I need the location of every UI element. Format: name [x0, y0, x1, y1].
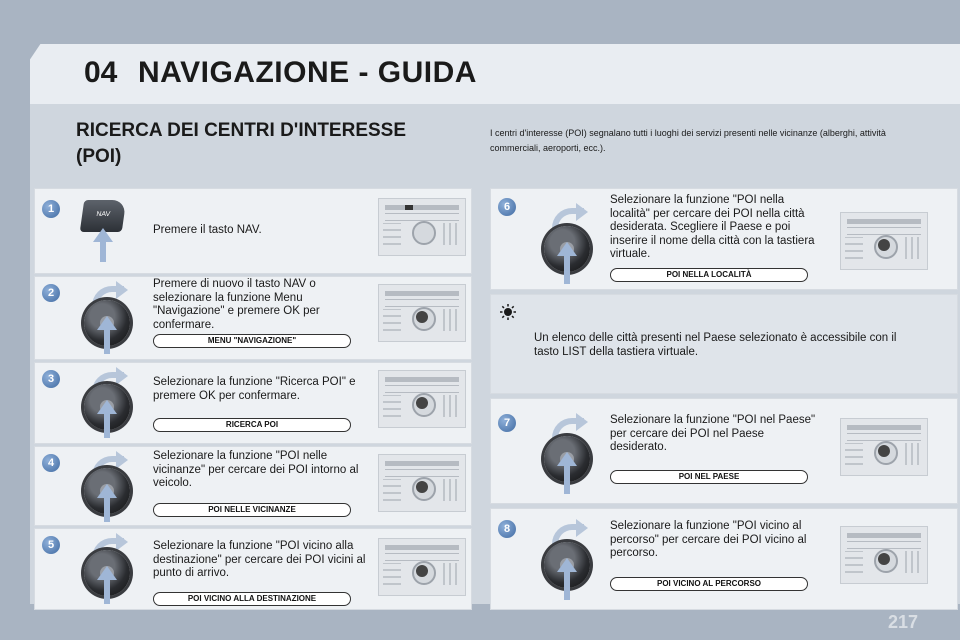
- radio-panel-icon: [840, 212, 928, 270]
- step-text-1: Premere il tasto NAV.: [153, 224, 262, 236]
- section-intro: I centri d'interesse (POI) segnalano tutti i luoghi dei servizi presenti nelle vicinanze (alberghi, attività commerciali, aeroporti, ecc.).: [490, 128, 886, 153]
- page-title: NAVIGAZIONE - GUIDA: [138, 56, 477, 89]
- radio-panel-icon: [378, 284, 466, 342]
- arrow-up-icon: [100, 240, 106, 262]
- step-text-7: Selezionare la funzione "POI nel Paese" per cercare dei POI nel Paese desiderato.: [610, 414, 816, 453]
- function-label-2: MENU "NAVIGAZIONE": [153, 334, 351, 348]
- step-text-5: Selezionare la funzione "POI vicino alla destinazione" per cercare dei POI vicini al punto di arrivo.: [153, 540, 366, 579]
- chapter-number: 04: [84, 56, 118, 89]
- radio-panel-icon: [840, 526, 928, 584]
- arrow-up-icon: [104, 496, 110, 522]
- step-number-5: 5: [42, 536, 60, 554]
- nav-button-icon: NAV: [80, 200, 126, 232]
- step-text-8: Selezionare la funzione "POI vicino al percorso" per cercare dei POI vicino al percorso.: [610, 520, 807, 559]
- step-number-1: 1: [42, 200, 60, 218]
- radio-panel-icon: [378, 454, 466, 512]
- arrow-up-icon: [104, 578, 110, 604]
- arrow-up-icon: [564, 254, 570, 284]
- section-title: RICERCA DEI CENTRI D'INTERESSE (POI): [76, 120, 407, 167]
- function-label-7: POI NEL PAESE: [610, 470, 808, 484]
- function-label-4: POI NELLE VICINANZE: [153, 503, 351, 517]
- radio-panel-icon: [378, 538, 466, 596]
- lightbulb-icon: [500, 304, 516, 320]
- step-number-6: 6: [498, 198, 516, 216]
- step-number-2: 2: [42, 284, 60, 302]
- step-number-8: 8: [498, 520, 516, 538]
- arrow-up-icon: [104, 328, 110, 354]
- radio-panel-icon: [378, 370, 466, 428]
- tip-text: Un elenco delle città presenti nel Paese selezionato è accessibile con il tasto LIST della tastiera virtuale.: [534, 332, 897, 358]
- function-label-3: RICERCA POI: [153, 418, 351, 432]
- function-label-5: POI VICINO ALLA DESTINAZIONE: [153, 592, 351, 606]
- step-text-3: Selezionare la funzione "Ricerca POI" e premere OK per confermare.: [153, 376, 356, 402]
- arrow-up-icon: [564, 464, 570, 494]
- radio-panel-icon: [378, 198, 466, 256]
- step-number-3: 3: [42, 370, 60, 388]
- arrow-up-icon: [104, 412, 110, 438]
- radio-panel-icon: [840, 418, 928, 476]
- arrow-up-icon: [564, 570, 570, 600]
- step-number-7: 7: [498, 414, 516, 432]
- step-text-6: Selezionare la funzione "POI nella località" per cercare dei POI nella città desiderata. Scegliere il Paese e poi inserire il nome della città con la tastiera virtuale.: [610, 194, 815, 260]
- page-corner: [0, 0, 70, 104]
- function-label-6: POI NELLA LOCALITÀ: [610, 268, 808, 282]
- function-label-8: POI VICINO AL PERCORSO: [610, 577, 808, 591]
- step-text-2: Premere di nuovo il tasto NAV o selezionare la funzione Menu "Navigazione" e premere OK per confermare.: [153, 278, 320, 331]
- step-number-4: 4: [42, 454, 60, 472]
- page-number: 217: [888, 612, 919, 632]
- step-text-4: Selezionare la funzione "POI nelle vicinanze" per cercare dei POI intorno al veicolo.: [153, 450, 359, 489]
